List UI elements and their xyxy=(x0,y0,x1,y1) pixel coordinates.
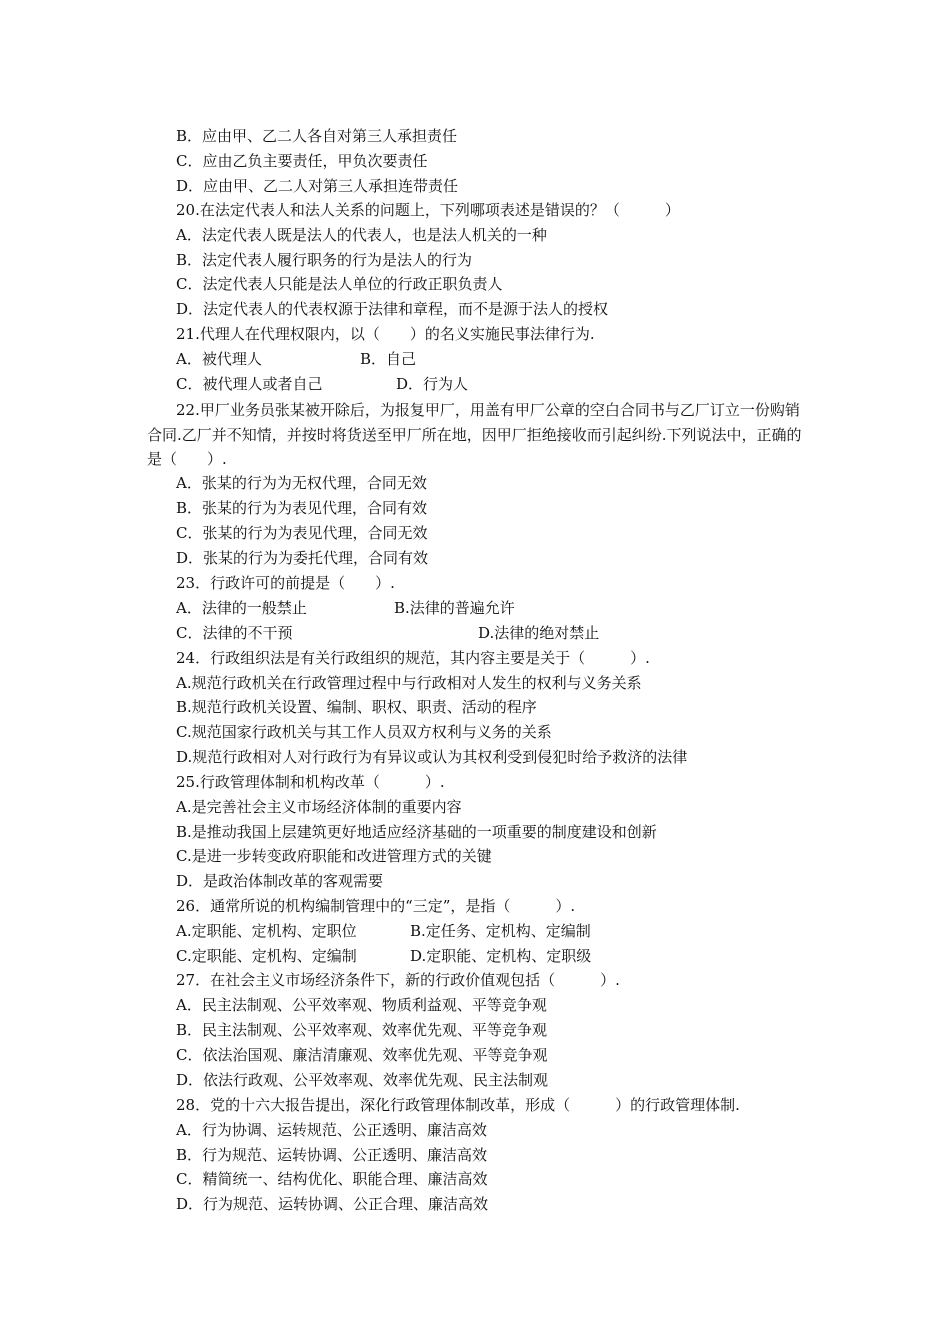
q23-option-c: C．法律的不干预 xyxy=(176,624,293,642)
q19-option-b: B．应由甲、乙二人各自对第三人承担责任 xyxy=(176,127,458,145)
q23-options-row-2 xyxy=(176,621,600,645)
q27-option-d: D．依法行政观、公平效率观、效率优先观、民主法制观 xyxy=(176,1071,549,1089)
q22-option-a: A．张某的行为为无权代理，合同无效 xyxy=(176,474,427,492)
q21-option-d: D．行为人 xyxy=(396,375,469,393)
q28-option-b: B．行为规范、运转协调、公正透明、廉洁高效 xyxy=(176,1146,488,1164)
q20-option-c: C．法定代表人只能是法人单位的行政正职负责人 xyxy=(176,275,503,293)
q20-question: 20.在法定代表人和法人关系的问题上，下列哪项表述是错误的？（ ） xyxy=(176,201,680,219)
q21-options-row-1 xyxy=(176,347,417,371)
q21-options-row-2 xyxy=(176,372,469,396)
q25-option-d: D．是政治体制改革的客观需要 xyxy=(176,872,384,890)
q26-options-row-1 xyxy=(176,919,591,943)
q22-option-d: D．张某的行为为委托代理，合同有效 xyxy=(176,549,429,567)
q26-option-d: D.定职能、定机构、定职级 xyxy=(410,947,592,965)
q24-option-b: B.规范行政机关设置、编制、职权、职责、活动的程序 xyxy=(176,698,537,716)
q24-option-d: D.规范行政相对人对行政行为有异议或认为其权利受到侵犯时给予救济的法律 xyxy=(176,748,688,766)
q26-option-c: C.定职能、定机构、定编制 xyxy=(176,947,357,965)
q19-option-d: D．应由甲、乙二人对第三人承担连带责任 xyxy=(176,177,459,195)
q19-option-c: C．应由乙负主要责任，甲负次要责任 xyxy=(176,152,428,170)
q28-option-d: D．行为规范、运转协调、公正合理、廉洁高效 xyxy=(176,1195,489,1213)
q27-option-a: A．民主法制观、公平效率观、物质利益观、平等竞争观 xyxy=(176,996,547,1014)
q20-option-a: A．法定代表人既是法人的代表人，也是法人机关的一种 xyxy=(176,226,547,244)
q24-question: 24．行政组织法是有关行政组织的规范，其内容主要是关于（ ）. xyxy=(176,649,650,667)
q21-option-a: A．被代理人 xyxy=(176,350,262,368)
q27-option-c: C．依法治国观、廉洁清廉观、效率优先观、平等竞争观 xyxy=(176,1046,548,1064)
q27-question: 27．在社会主义市场经济条件下，新的行政价值观包括（ ）. xyxy=(176,971,620,989)
q20-option-b: B．法定代表人履行职务的行为是法人的行为 xyxy=(176,251,473,269)
q28-question: 28．党的十六大报告提出，深化行政管理体制改革，形成（ ）的行政管理体制. xyxy=(176,1096,740,1114)
q26-question: 26．通常所说的机构编制管理中的“三定”，是指（ ）. xyxy=(176,897,576,915)
q23-option-d: D.法律的绝对禁止 xyxy=(478,624,600,642)
q23-option-b: B.法律的普遍允许 xyxy=(394,599,515,617)
q27-option-b: B．民主法制观、公平效率观、效率优先观、平等竞争观 xyxy=(176,1021,548,1039)
q25-question: 25.行政管理体制和机构改革（ ）. xyxy=(176,773,445,791)
q26-options-row-2 xyxy=(176,944,592,968)
q23-option-a: A．法律的一般禁止 xyxy=(176,599,307,617)
q20-option-d: D．法定代表人的代表权源于法律和章程，而不是源于法人的授权 xyxy=(176,300,609,318)
q23-options-row-1 xyxy=(176,596,515,620)
q23-question: 23．行政许可的前提是（ ）. xyxy=(176,574,395,592)
q26-option-a: A.定职能、定机构、定职位 xyxy=(176,922,357,940)
q26-option-b: B.定任务、定机构、定编制 xyxy=(410,922,591,940)
q28-option-c: C．精简统一、结构优化、职能合理、廉洁高效 xyxy=(176,1170,488,1188)
q21-option-b: B．自己 xyxy=(360,350,417,368)
q22-option-c: C．张某的行为为表见代理，合同无效 xyxy=(176,524,428,542)
q24-option-c: C.规范国家行政机关与其工作人员双方权利与义务的关系 xyxy=(176,723,552,741)
q22-option-b: B．张某的行为为表见代理，合同有效 xyxy=(176,499,428,517)
q21-option-c: C．被代理人或者自己 xyxy=(176,375,323,393)
q28-option-a: A．行为协调、运转规范、公正透明、廉洁高效 xyxy=(176,1121,487,1139)
q22-question: 22.甲厂业务员张某被开除后，为报复甲厂，用盖有甲厂公章的空白合同书与乙厂订立一份购销合同.乙厂并不知情，并按时将货送至甲厂所在地，因甲厂拒绝接收而引起纠纷.下列说法中，正确的是（ ）. xyxy=(147,401,802,468)
q25-option-a: A.是完善社会主义市场经济体制的重要内容 xyxy=(176,798,462,816)
q24-option-a: A.规范行政机关在行政管理过程中与行政相对人发生的权利与义务关系 xyxy=(176,674,642,692)
q21-question: 21.代理人在代理权限内，以（ ）的名义实施民事法律行为. xyxy=(176,325,595,343)
q25-option-b: B.是推动我国上层建筑更好地适应经济基础的一项重要的制度建设和创新 xyxy=(176,823,657,841)
q25-option-c: C.是进一步转变政府职能和改进管理方式的关键 xyxy=(176,847,492,865)
